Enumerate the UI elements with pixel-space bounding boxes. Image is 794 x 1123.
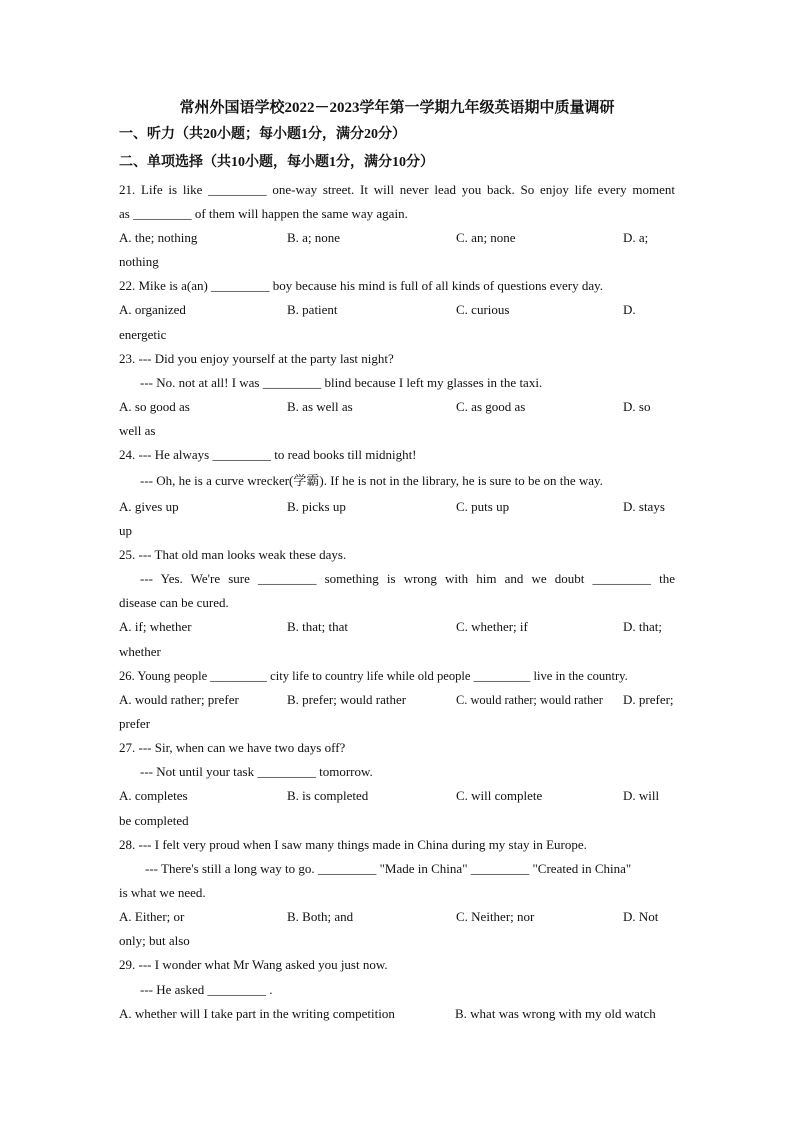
question-21-option-b: B. a; none (287, 230, 341, 245)
question-27-option-c: C. will complete (456, 788, 543, 803)
question-28-option-c: C. Neither; nor (456, 909, 535, 924)
question-27-option-b: B. is completed (287, 788, 369, 803)
question-24-stem: 24. --- He always _________ to read books till midnight! (119, 447, 417, 462)
question-27-option-a: A. completes (119, 788, 188, 803)
question-21-option-d: D. a; (623, 230, 649, 245)
question-25-option-c: C. whether; if (456, 619, 528, 634)
question-28-option-a: A. Either; or (119, 909, 185, 924)
page-title: 常州外国语学校2022－2023学年第一学期九年级英语期中质量调研 (179, 100, 615, 116)
section-single-choice-heading: 二、单项选择（共10小题，每小题1分，满分10分） (119, 155, 434, 170)
question-25-option-d-cont: whether (119, 644, 161, 659)
question-26-option-c: C. would rather; would rather (456, 693, 603, 707)
question-24-option-a: A. gives up (119, 499, 179, 514)
question-24-option-b: B. picks up (287, 499, 346, 514)
question-29-option-a: A. whether will I take part in the writing competition (119, 1006, 395, 1021)
question-26-stem: 26. Young people _________ city life to country life while old people _________ live in the country. (119, 669, 628, 683)
question-23-option-a: A. so good as (119, 399, 190, 414)
question-26-option-d: D. prefer; (623, 692, 674, 707)
question-29-stem-cont: --- He asked _________ . (140, 982, 273, 997)
question-26-option-b: B. prefer; would rather (287, 692, 407, 707)
question-21-stem: 21. Life is like _________ one-way street. It will never lead you back. So enjoy life every moment (119, 182, 675, 197)
question-28-stem-cont: --- There's still a long way to go. _________ "Made in China" _________ "Created in China" (145, 861, 632, 876)
question-23-stem-cont: --- No. not at all! I was _________ blind because I left my glasses in the taxi. (140, 375, 543, 390)
question-27-option-d-cont: be completed (119, 813, 189, 828)
question-24-option-d: D. stays (623, 499, 665, 514)
question-23-option-b: B. as well as (287, 399, 353, 414)
question-28-option-b: B. Both; and (287, 909, 354, 924)
question-25-stem-cont2: disease can be cured. (119, 595, 229, 610)
question-25-option-d: D. that; (623, 619, 662, 634)
question-25-stem: 25. --- That old man looks weak these days. (119, 547, 347, 562)
question-26-option-a: A. would rather; prefer (119, 692, 239, 707)
question-24-stem-cont: --- Oh, he is a curve wrecker(学霸). If he is not in the library, he is sure to be on the way. (140, 473, 603, 488)
question-29-option-b: B. what was wrong with my old watch (455, 1006, 656, 1021)
question-28-stem-cont2: is what we need. (119, 885, 206, 900)
question-23-option-d: D. so (623, 399, 651, 414)
question-22-option-d-cont: energetic (119, 327, 167, 342)
question-25-option-a: A. if; whether (119, 619, 192, 634)
question-22-option-c: C. curious (456, 302, 510, 317)
question-24-option-c: C. puts up (456, 499, 510, 514)
question-22-option-d: D. (623, 302, 636, 317)
question-25-option-b: B. that; that (287, 619, 349, 634)
question-22-option-a: A. organized (119, 302, 186, 317)
section-listening-heading: 一、听力（共20小题；每小题1分，满分20分） (119, 127, 406, 142)
question-22-option-b: B. patient (287, 302, 338, 317)
question-25-stem-cont: --- Yes. We're sure _________ something is wrong with him and we doubt _________ the (140, 571, 675, 586)
question-21-option-a: A. the; nothing (119, 230, 198, 245)
question-27-option-d: D. will (623, 788, 660, 803)
question-21-stem-cont: as _________ of them will happen the same way again. (119, 206, 408, 221)
question-29-stem: 29. --- I wonder what Mr Wang asked you just now. (119, 957, 388, 972)
question-27-stem: 27. --- Sir, when can we have two days off? (119, 740, 346, 755)
question-23-stem: 23. --- Did you enjoy yourself at the party last night? (119, 351, 394, 366)
question-26-option-d-cont: prefer (119, 716, 151, 731)
question-21-option-c: C. an; none (456, 230, 516, 245)
question-21-option-d-cont: nothing (119, 254, 159, 269)
question-27-stem-cont: --- Not until your task _________ tomorrow. (140, 764, 373, 779)
question-28-option-d: D. Not (623, 909, 659, 924)
question-28-stem: 28. --- I felt very proud when I saw many things made in China during my stay in Europe. (119, 837, 587, 852)
question-28-option-d-cont: only; but also (119, 933, 190, 948)
question-23-option-c: C. as good as (456, 399, 526, 414)
question-23-option-d-cont: well as (119, 423, 156, 438)
question-22-stem: 22. Mike is a(an) _________ boy because his mind is full of all kinds of questions every day. (119, 278, 604, 293)
question-24-option-d-cont: up (119, 523, 132, 538)
